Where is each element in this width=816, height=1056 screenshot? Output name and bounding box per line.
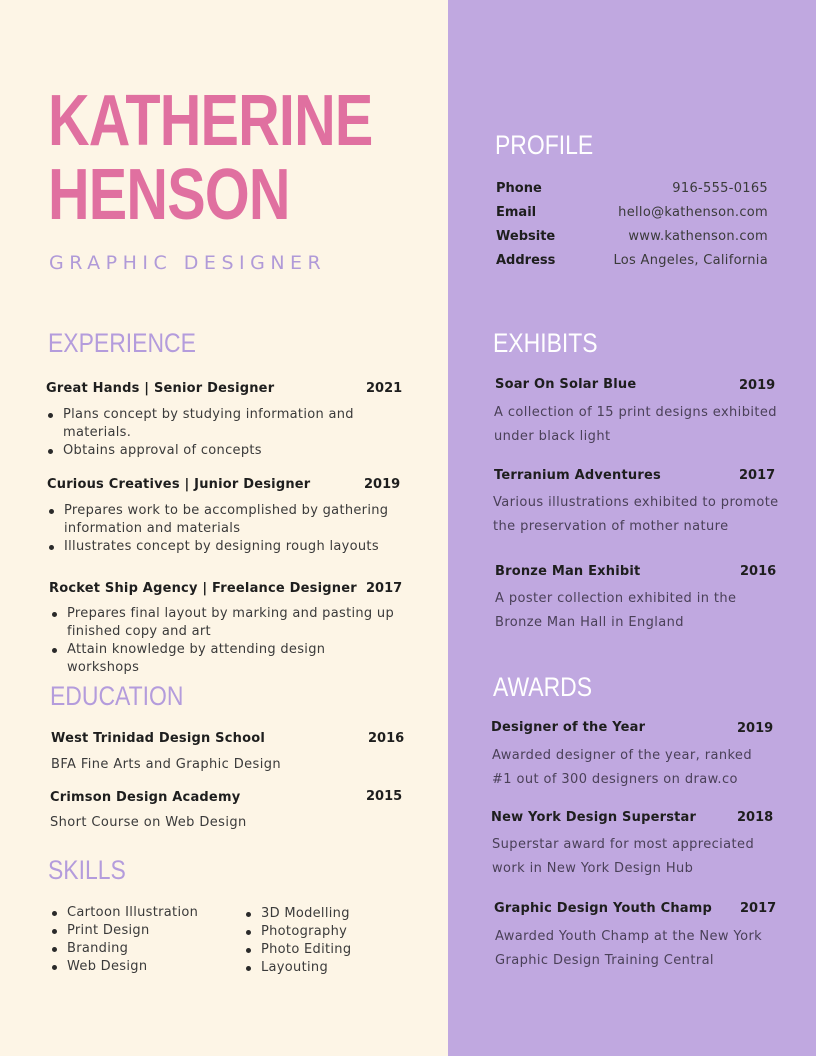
name-first: KATHERINE [48,81,373,161]
award-desc: Awarded Youth Champ at the New York Graphic Design Training Central [495,929,763,968]
exhibit-desc: A collection of 15 print designs exhibited under black light [494,405,777,444]
job-year: 2021 [366,381,403,396]
website-label: Website [496,229,556,244]
job-title: Great Hands | Senior Designer [46,381,275,396]
skill-item: 3D Modelling [244,905,434,923]
exhibit-desc: A poster collection exhibited in the Bronze Man Hall in England [495,591,737,630]
job-year: 2017 [366,581,403,596]
award-year: 2017 [740,901,777,916]
school-year: 2016 [368,731,405,746]
award-year: 2019 [737,721,774,736]
exhibit-title: Soar On Solar Blue [495,377,637,392]
job-title: Curious Creatives | Junior Designer [47,477,311,492]
job-bullets [46,406,366,460]
profile-phone-row [496,181,768,199]
profile-website-row [496,229,768,247]
profile-email-row [496,205,768,223]
skills-list-2 [244,905,434,977]
email-label: Email [496,205,537,220]
award-title: New York Design Superstar [491,810,697,825]
bullet-item: Plans concept by studying information and materials. [46,406,366,442]
bullet-item: Illustrates concept by designing rough layouts [47,538,397,556]
exhibits-heading: EXHIBITS [493,328,598,358]
exhibit-title: Terranium Adventures [494,468,661,483]
award-title: Designer of the Year [491,720,646,735]
exhibit-year: 2019 [739,378,776,393]
skill-item: Cartoon Illustration [50,904,240,922]
address-value: Los Angeles, California [613,253,768,268]
skill-item: Web Design [50,958,240,976]
award-year: 2018 [737,810,774,825]
award-title: Graphic Design Youth Champ [494,901,713,916]
exhibit-year: 2017 [739,468,776,483]
job-bullets [50,605,400,677]
award-desc: Awarded designer of the year, ranked #1 out of 300 designers on draw.co [492,748,752,787]
job-title: Rocket Ship Agency | Freelance Designer [49,581,357,596]
candidate-name [48,81,373,235]
bullet-item: Attain knowledge by attending design workshops [50,641,400,677]
school-detail: BFA Fine Arts and Graphic Design [51,757,282,772]
skill-item: Photo Editing [244,941,434,959]
exhibit-title: Bronze Man Exhibit [495,564,641,579]
bullet-item: Prepares final layout by marking and pasting up finished copy and art [50,605,400,641]
school-name: West Trinidad Design School [51,731,266,746]
skill-item: Photography [244,923,434,941]
skill-item: Branding [50,940,240,958]
exhibit-desc: Various illustrations exhibited to promote the preservation of mother nature [493,495,779,534]
skills-heading: SKILLS [48,855,126,885]
skill-item: Layouting [244,959,434,977]
exhibit-year: 2016 [740,564,777,579]
job-role: GRAPHIC DESIGNER [49,252,327,274]
education-heading: EDUCATION [50,681,184,711]
award-desc: Superstar award for most appreciated work in New York Design Hub [492,837,755,876]
awards-heading: AWARDS [493,672,593,702]
website-value: www.kathenson.com [628,229,768,244]
profile-address-row [496,253,768,271]
email-value: hello@kathenson.com [618,205,768,220]
phone-label: Phone [496,181,542,196]
school-name: Crimson Design Academy [50,790,241,805]
job-bullets [47,502,397,556]
profile-heading: PROFILE [495,130,594,160]
experience-heading: EXPERIENCE [48,328,196,358]
skills-list-1 [50,904,240,976]
name-last: HENSON [48,155,290,235]
school-detail: Short Course on Web Design [50,815,247,830]
bullet-item: Obtains approval of concepts [46,442,366,460]
address-label: Address [496,253,556,268]
bullet-item: Prepares work to be accomplished by gathering information and materials [47,502,397,538]
phone-value: 916-555-0165 [672,181,768,196]
job-year: 2019 [364,477,401,492]
skill-item: Print Design [50,922,240,940]
school-year: 2015 [366,789,403,804]
